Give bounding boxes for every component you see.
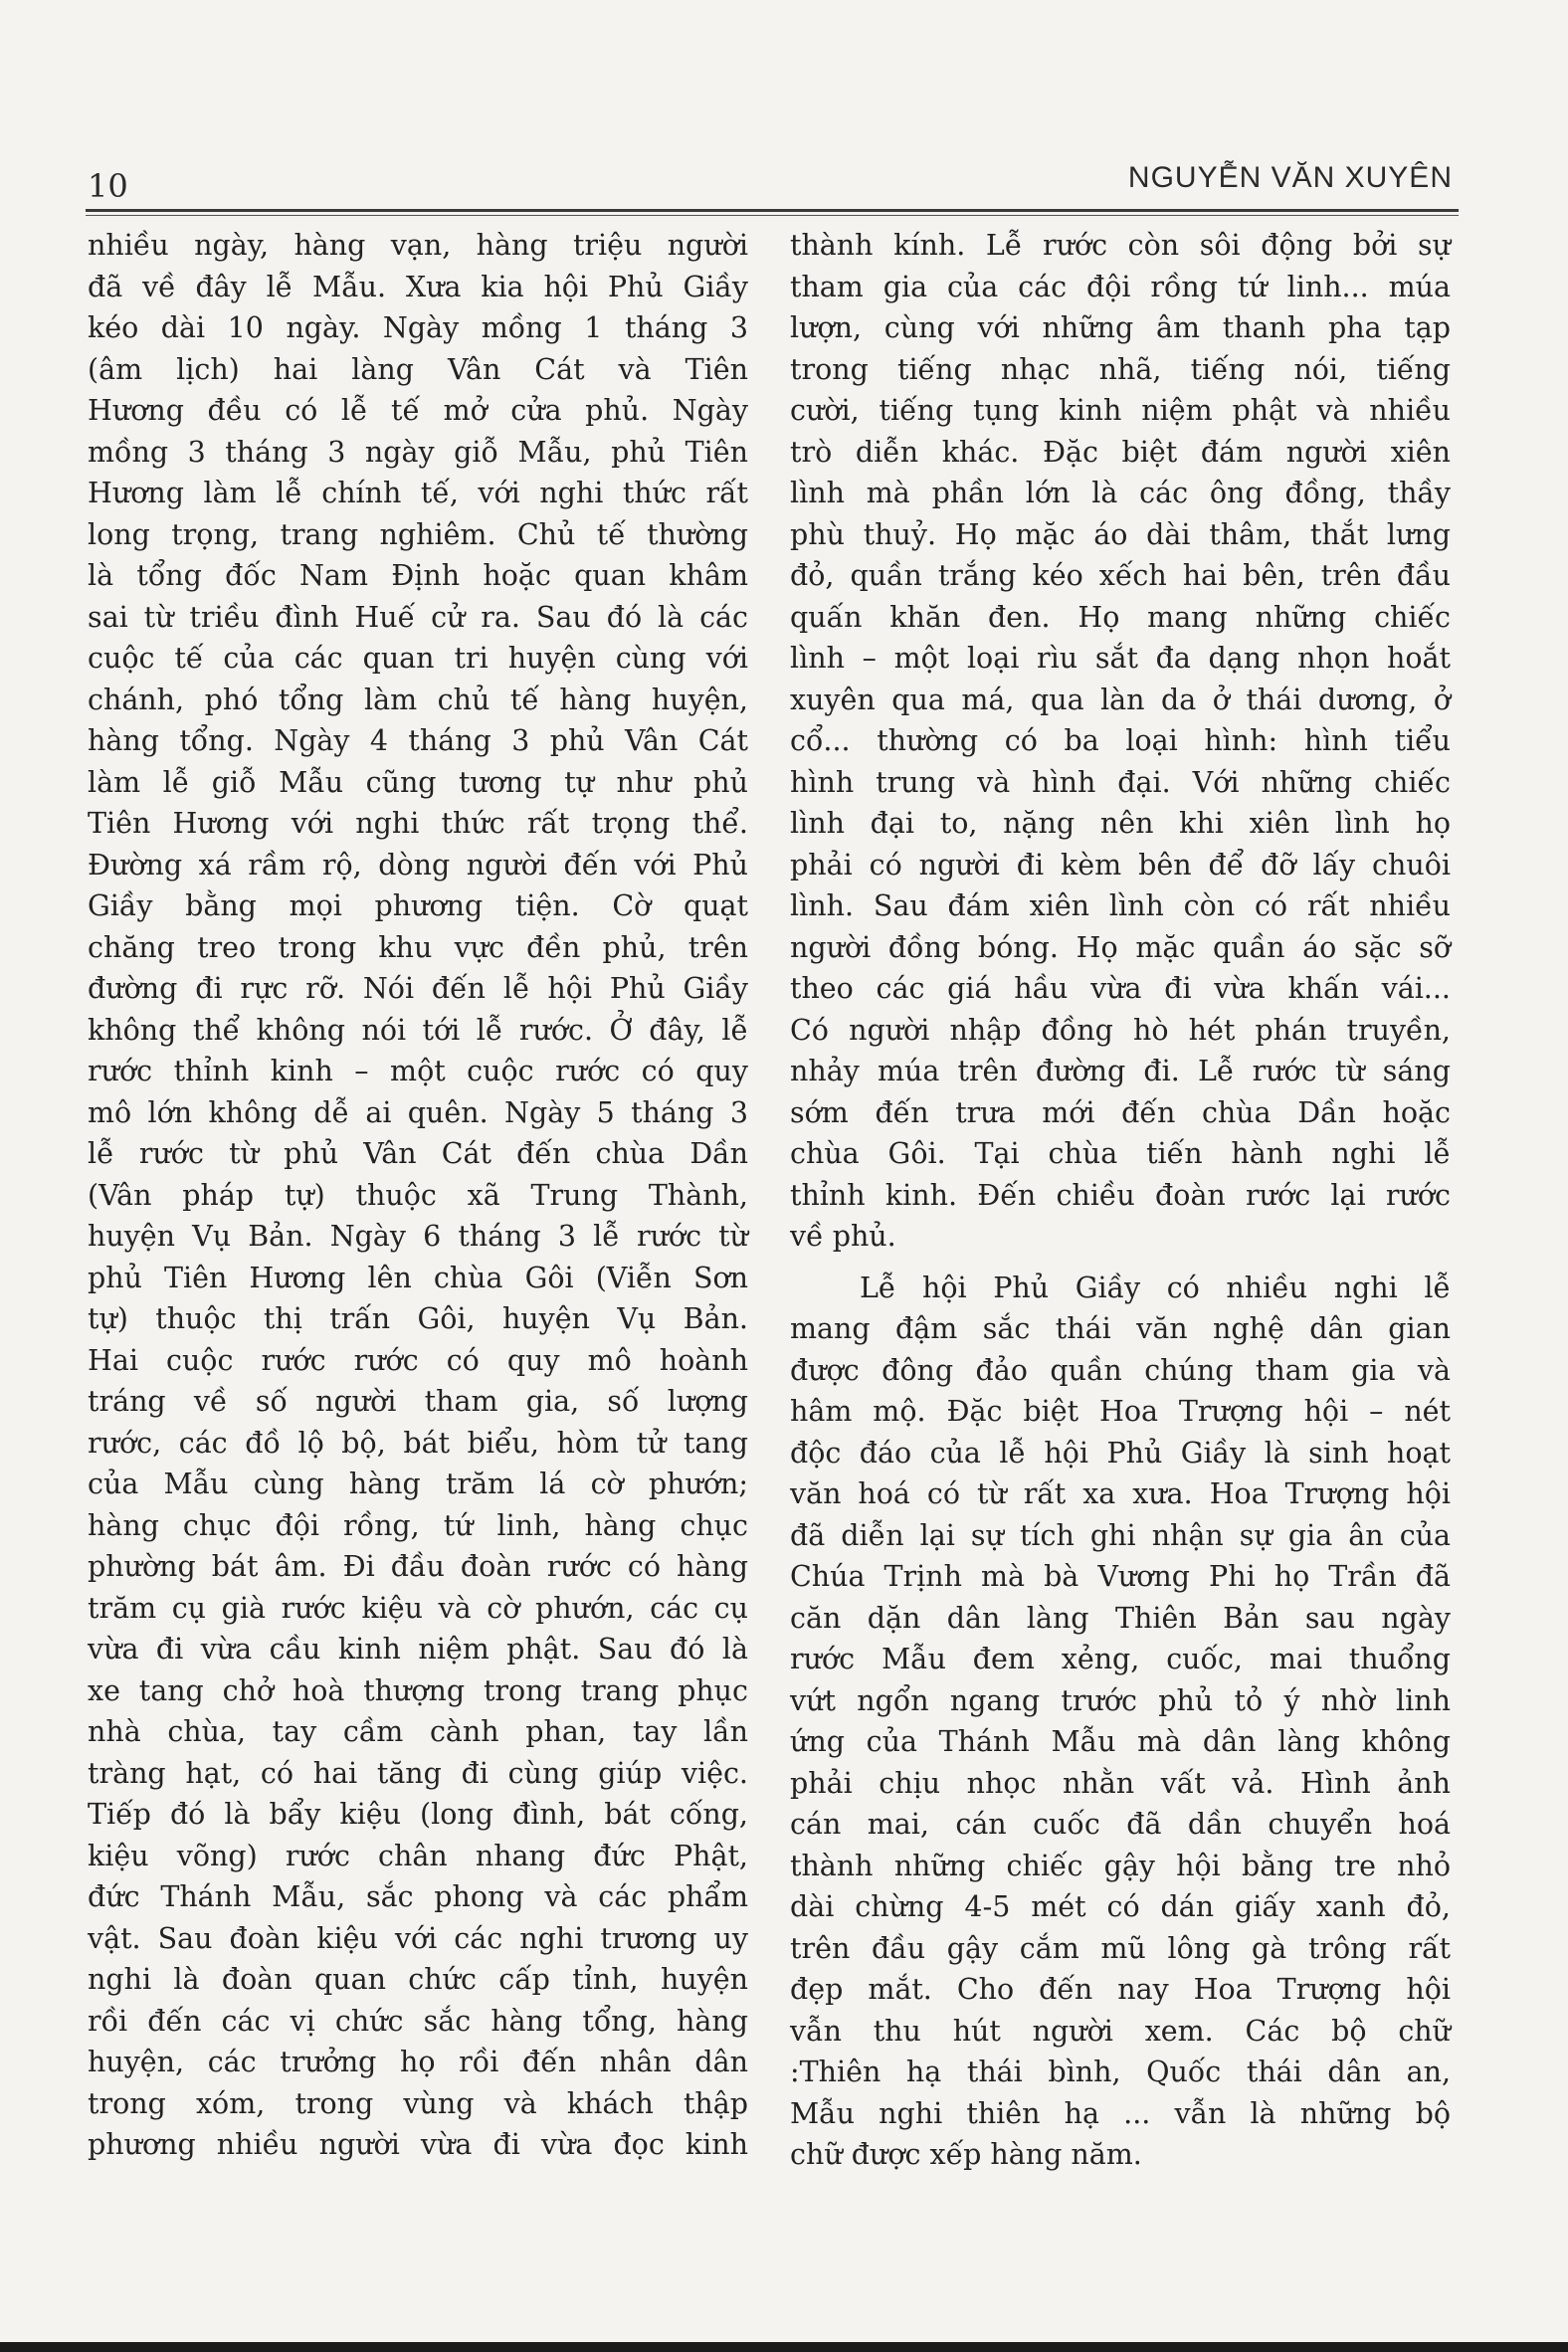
text-line: hàng tổng. Ngày 4 tháng 3 phủ Vân Cát xyxy=(88,724,748,757)
text-line: phải có người đi kèm bên để đỡ lấy chuôi xyxy=(790,848,1451,882)
text-line: lình. Sau đám xiên lình còn có rất nhiều xyxy=(790,889,1451,922)
text-line: Có người nhập đồng hò hét phán truyền, xyxy=(790,1013,1451,1047)
text-line: lình đại to, nặng nên khi xiên lình họ xyxy=(790,807,1451,840)
text-line: rồi đến các vị chức sắc hàng tổng, hàng xyxy=(88,2004,748,2038)
text-line: sớm đến trưa mới đến chùa Dần hoặc xyxy=(790,1095,1451,1129)
text-line: đã diễn lại sự tích ghi nhận sự gia ân của xyxy=(790,1518,1451,1552)
text-line: lình – một loại rìu sắt đa dạng nhọn hoắt xyxy=(790,642,1451,675)
text-line: sai từ triều đình Huế cử ra. Sau đó là các xyxy=(88,600,748,634)
text-line: đường đi rực rỡ. Nói đến lễ hội Phủ Giầy xyxy=(88,972,748,1005)
text-line: lình mà phần lớn là các ông đồng, thầy xyxy=(790,477,1451,509)
text-line: hình trung và hình đại. Với những chiếc xyxy=(790,765,1451,799)
text-line: phương nhiều người vừa đi vừa đọc kinh xyxy=(88,2128,748,2161)
text-line: chùa Gôi. Tại chùa tiến hành nghi lễ xyxy=(790,1137,1451,1170)
text-line: không thể không nói tới lễ rước. Ở đây, lễ xyxy=(88,1013,748,1047)
text-line: lễ rước từ phủ Vân Cát đến chùa Dần xyxy=(88,1137,748,1170)
text-line: về phủ. xyxy=(790,1220,896,1253)
text-line: phải chịu nhọc nhằn vất vả. Hình ảnh xyxy=(790,1766,1451,1800)
text-line: vừa đi vừa cầu kinh niệm phật. Sau đó là xyxy=(88,1633,748,1666)
text-line: Lễ hội Phủ Giầy có nhiều nghi lễ xyxy=(860,1271,1451,1304)
text-line: quấn khăn đen. Họ mang những chiếc xyxy=(790,600,1451,634)
text-line: tham gia của các đội rồng tứ linh... múa xyxy=(790,270,1451,303)
text-line: chữ được xếp hàng năm. xyxy=(790,2138,1142,2171)
text-line: theo các giá hầu vừa đi vừa khấn vái... xyxy=(790,972,1451,1005)
page-bottom-edge xyxy=(0,2342,1568,2352)
text-line: rước Mẫu đem xẻng, cuốc, mai thuổng xyxy=(790,1643,1451,1675)
text-line: được đông đảo quần chúng tham gia và xyxy=(790,1353,1451,1387)
text-line: kiệu võng) rước chân nhang đức Phật, xyxy=(88,1839,748,1872)
text-line: mồng 3 tháng 3 ngày giỗ Mẫu, phủ Tiên xyxy=(88,435,748,469)
text-line: làm lễ giỗ Mẫu cũng tương tự như phủ xyxy=(88,765,748,799)
text-line: văn hoá có từ rất xa xưa. Hoa Trượng hội xyxy=(790,1477,1451,1510)
text-line: phủ Tiên Hương lên chùa Gôi (Viễn Sơn xyxy=(88,1261,748,1294)
text-line: thành kính. Lễ rước còn sôi động bởi sự xyxy=(790,229,1451,262)
text-line: xuyên qua má, qua làn da ở thái dương, ở xyxy=(790,683,1451,716)
text-line: Tiên Hương với nghi thức rất trọng thể. xyxy=(88,807,748,840)
text-line: vứt ngổn ngang trước phủ tỏ ý nhờ linh xyxy=(790,1683,1451,1717)
text-line: mô lớn không dễ ai quên. Ngày 5 tháng 3 xyxy=(88,1095,748,1129)
text-line: tự) thuộc thị trấn Gôi, huyện Vụ Bản. xyxy=(88,1302,748,1335)
text-line: trong tiếng nhạc nhã, tiếng nói, tiếng xyxy=(790,352,1451,386)
text-line: kéo dài 10 ngày. Ngày mồng 1 tháng 3 xyxy=(88,311,748,344)
paragraph-spacer xyxy=(790,1258,1451,1268)
text-line: chăng treo trong khu vực đền phủ, trên xyxy=(88,930,748,964)
text-line: đức Thánh Mẫu, sắc phong và các phẩm xyxy=(88,1880,748,1913)
text-line: cổ... thường có ba loại hình: hình tiểu xyxy=(790,724,1451,757)
right-column xyxy=(790,225,1451,2176)
text-line: trăm cụ già rước kiệu và cờ phướn, các cụ xyxy=(88,1591,748,1625)
text-line: :Thiên hạ thái bình, Quốc thái dân an, xyxy=(790,2056,1451,2088)
text-line: Đường xá rầm rộ, dòng người đến với Phủ xyxy=(88,848,748,882)
text-line: Hương làm lễ chính tế, với nghi thức rất xyxy=(88,477,748,509)
text-line: nghi là đoàn quan chức cấp tỉnh, huyện xyxy=(88,1963,748,1996)
text-line: Tiếp đó là bẩy kiệu (long đình, bát cống, xyxy=(88,1798,748,1831)
text-line: ứng của Thánh Mẫu mà dân làng không xyxy=(790,1725,1451,1758)
left-column xyxy=(88,225,748,2166)
text-line: (Vân pháp tự) thuộc xã Trung Thành, xyxy=(88,1178,748,1212)
text-line: rước thỉnh kinh – một cuộc rước có quy xyxy=(88,1055,748,1087)
running-head: NGUYỄN VĂN XUYÊN xyxy=(1127,161,1453,194)
text-line: thành những chiếc gậy hội bằng tre nhỏ xyxy=(790,1849,1451,1882)
text-line: huyện Vụ Bản. Ngày 6 tháng 3 lễ rước từ xyxy=(88,1220,748,1253)
text-line: dài chừng 4-5 mét có dán giấy xanh đỏ, xyxy=(790,1890,1451,1923)
text-line: tràng hạt, có hai tăng đi cùng giúp việc. xyxy=(88,1756,748,1790)
text-line: trong xóm, trong vùng và khách thập xyxy=(88,2086,748,2120)
text-line: huyện, các trưởng họ rồi đến nhân dân xyxy=(88,2046,748,2078)
text-line: vật. Sau đoàn kiệu với các nghi trương uy xyxy=(88,1921,748,1955)
text-line: cán mai, cán cuốc đã dần chuyển hoá xyxy=(790,1808,1451,1841)
text-line: cuộc tế của các quan tri huyện cùng với xyxy=(88,642,748,675)
text-line: hàng chục đội rồng, tứ linh, hàng chục xyxy=(88,1508,748,1542)
text-line: nhảy múa trên đường đi. Lễ rước từ sáng xyxy=(790,1055,1451,1087)
text-line: (âm lịch) hai làng Vân Cát và Tiên xyxy=(88,352,748,386)
text-line: nhiều ngày, hàng vạn, hàng triệu người xyxy=(88,229,748,262)
text-line: rước, các đồ lộ bộ, bát biểu, hòm tử tang xyxy=(88,1426,748,1460)
text-line: long trọng, trang nghiêm. Chủ tế thường xyxy=(88,517,748,551)
text-line: lượn, cùng với những âm thanh pha tạp xyxy=(790,311,1451,344)
text-line: phường bát âm. Đi đầu đoàn rước có hàng xyxy=(88,1550,748,1583)
text-line: tráng về số người tham gia, số lượng xyxy=(88,1385,748,1418)
text-line: căn dặn dân làng Thiên Bản sau ngày xyxy=(790,1601,1451,1635)
text-line: nhà chùa, tay cầm cành phan, tay lần xyxy=(88,1715,748,1748)
text-line: Giầy bằng mọi phương tiện. Cờ quạt xyxy=(88,889,748,922)
text-line: Mẫu nghi thiên hạ ... vẫn là những bộ xyxy=(790,2096,1451,2130)
text-line: chánh, phó tổng làm chủ tế hàng huyện, xyxy=(88,683,748,716)
text-line: thỉnh kinh. Đến chiều đoàn rước lại rước xyxy=(790,1178,1451,1212)
header-rule-thin xyxy=(86,215,1459,216)
text-line: là tổng đốc Nam Định hoặc quan khâm xyxy=(88,559,748,592)
text-line: đẹp mắt. Cho đến nay Hoa Trượng hội xyxy=(790,1973,1451,2006)
text-line: cười, tiếng tụng kinh niệm phật và nhiều xyxy=(790,394,1451,427)
header-rule xyxy=(86,209,1459,212)
text-line: trò diễn khác. Đặc biệt đám người xiên xyxy=(790,435,1451,469)
text-line: Chúa Trịnh mà bà Vương Phi họ Trần đã xyxy=(790,1560,1451,1593)
text-line: xe tang chở hoà thượng trong trang phục xyxy=(88,1673,748,1707)
text-line: đã về đây lễ Mẫu. Xưa kia hội Phủ Giầy xyxy=(88,270,748,303)
text-line: người đồng bóng. Họ mặc quần áo sặc sỡ xyxy=(790,930,1451,964)
text-line: phù thuỷ. Họ mặc áo dài thâm, thắt lưng xyxy=(790,517,1451,551)
page-number: 10 xyxy=(88,167,128,205)
text-line: Hương đều có lễ tế mở cửa phủ. Ngày xyxy=(88,394,748,427)
text-line: trên đầu gậy cắm mũ lông gà trông rất xyxy=(790,1931,1451,1965)
text-line: của Mẫu cùng hàng trăm lá cờ phướn; xyxy=(88,1468,748,1500)
text-line: Hai cuộc rước rước có quy mô hoành xyxy=(88,1343,748,1377)
text-line: vẫn thu hút người xem. Các bộ chữ xyxy=(790,2014,1451,2048)
text-line: mang đậm sắc thái văn nghệ dân gian xyxy=(790,1312,1451,1345)
text-line: hâm mộ. Đặc biệt Hoa Trượng hội – nét xyxy=(790,1395,1451,1428)
text-line: độc đáo của lễ hội Phủ Giầy là sinh hoạt xyxy=(790,1436,1451,1470)
text-line: đỏ, quần trắng kéo xếch hai bên, trên đầu xyxy=(790,559,1451,592)
